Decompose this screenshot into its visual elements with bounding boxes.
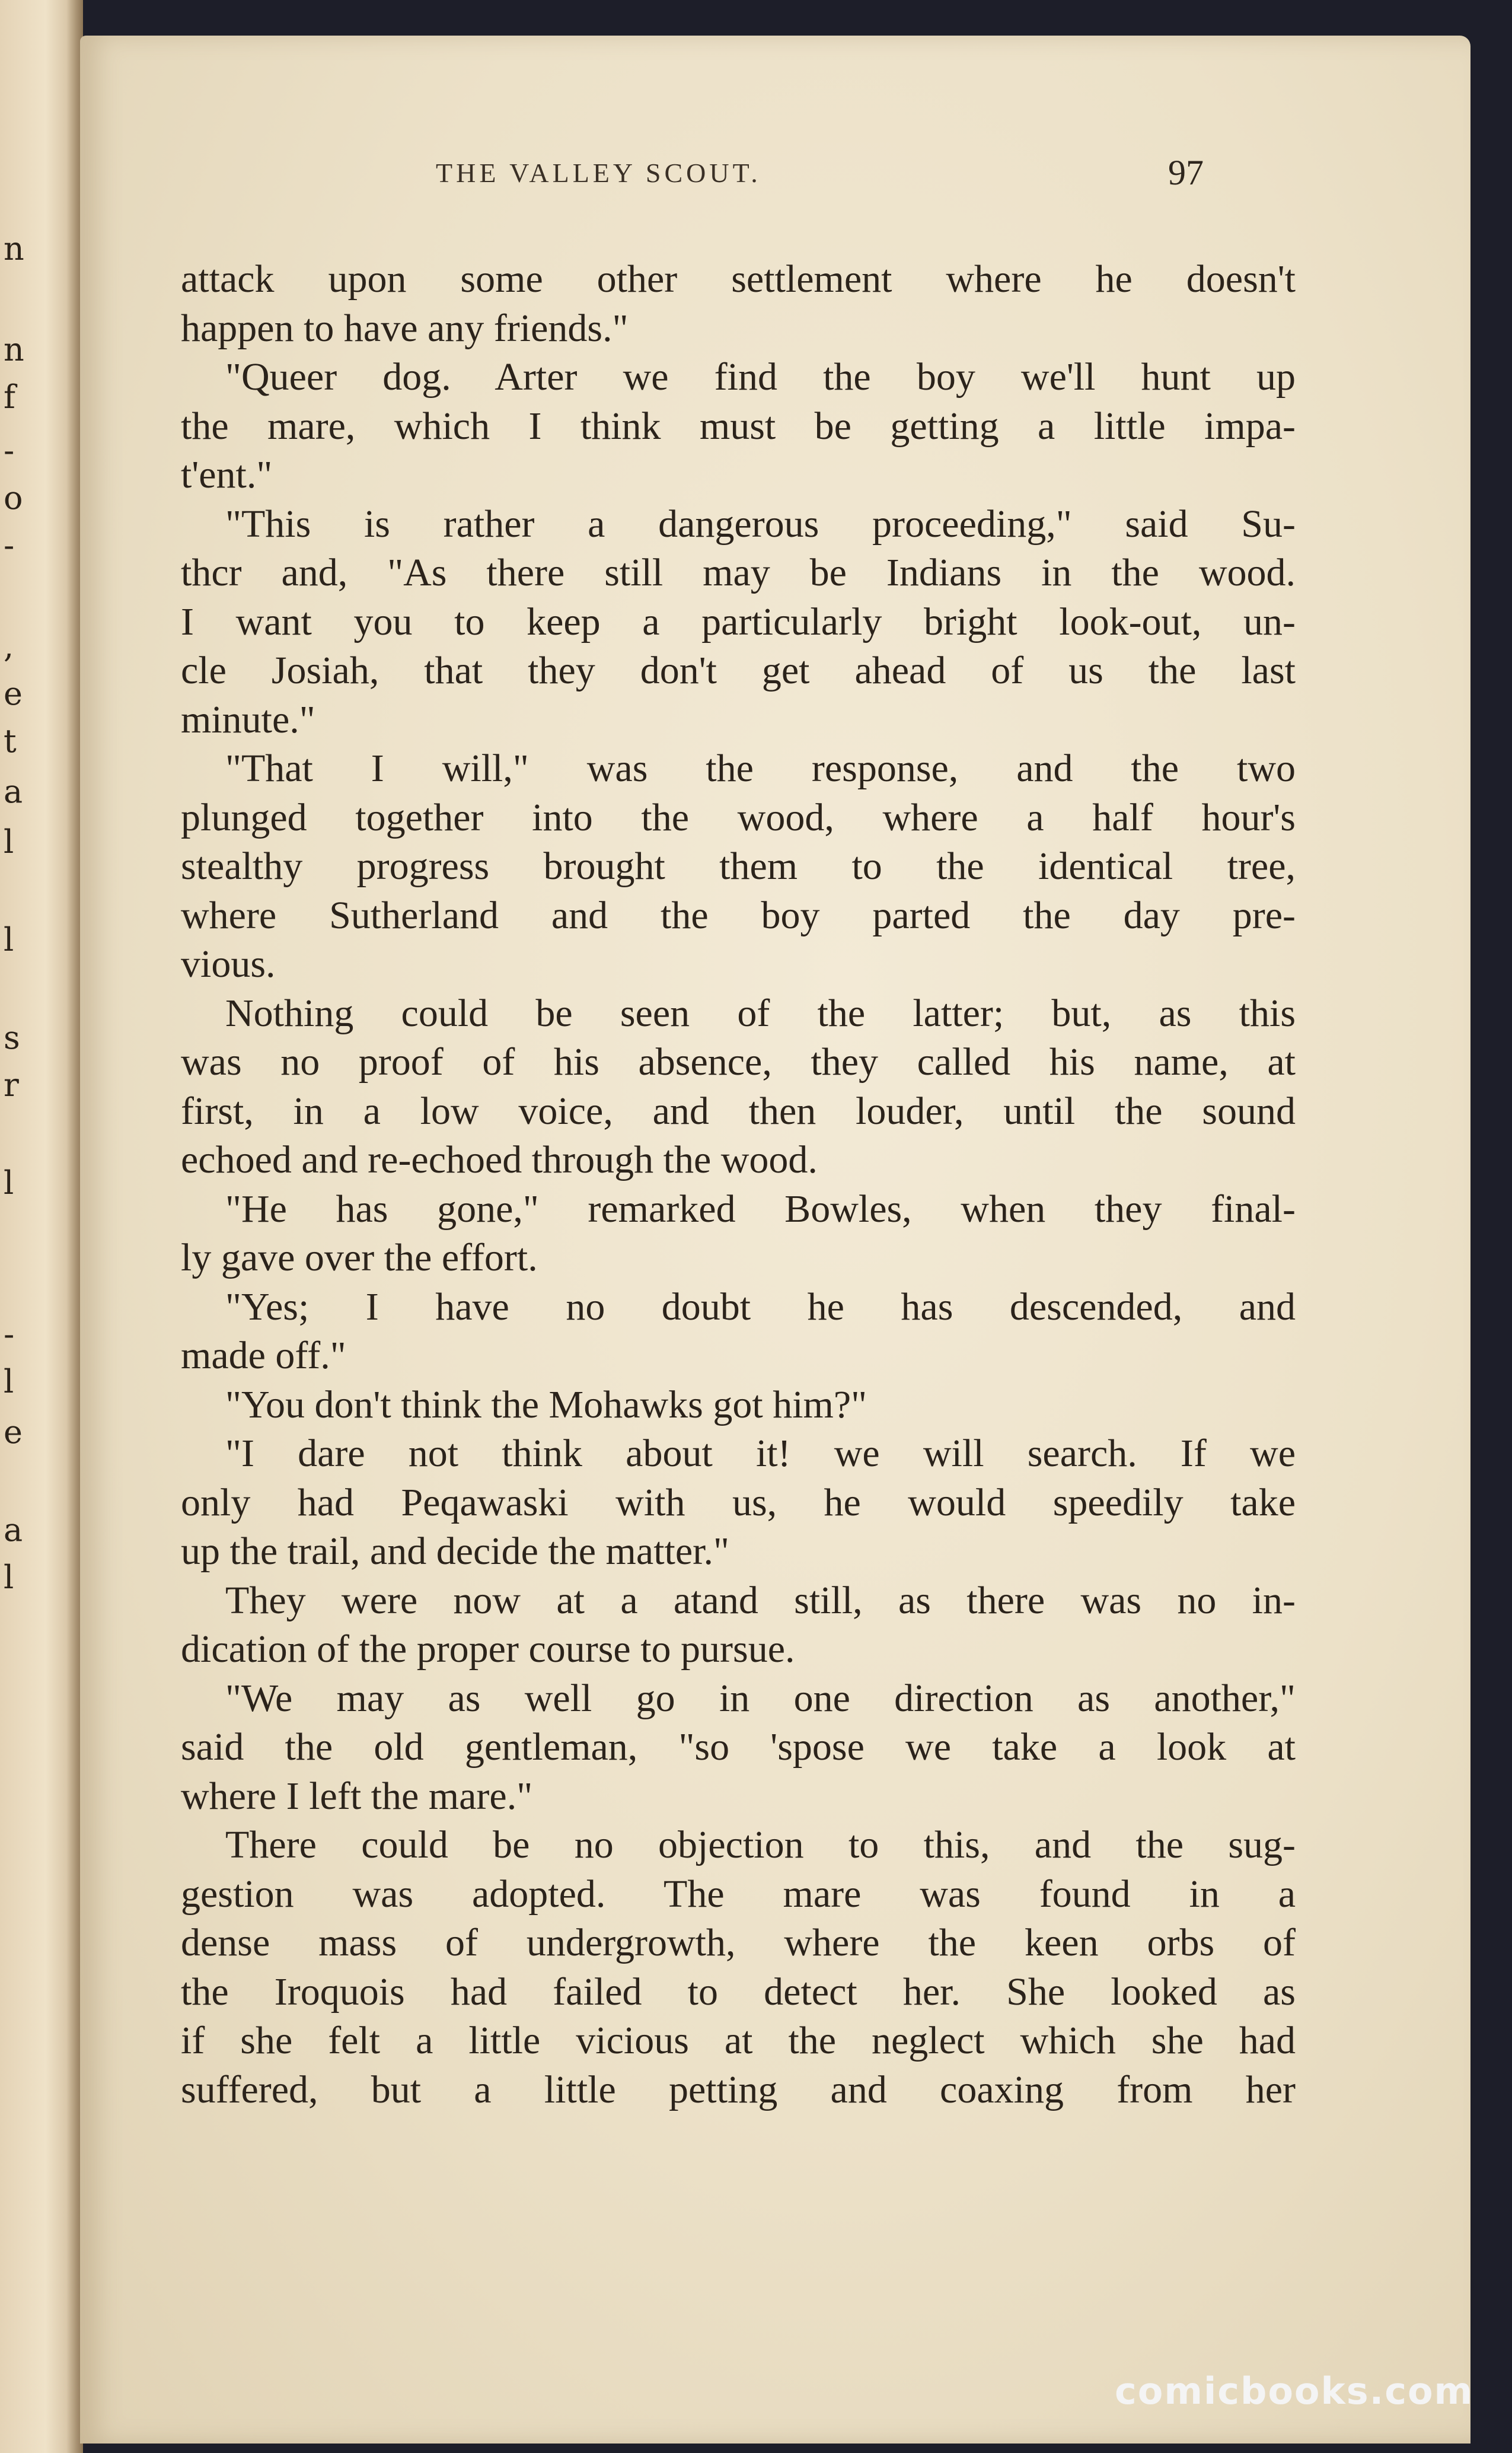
text-line: "We may as well go in one direction as another," [225,1676,1296,1720]
text-line: gestion was adopted. The mare was found in a [181,1872,1296,1916]
margin-fragment: l [4,1363,14,1400]
margin-fragment: e [4,675,23,712]
text-line: They were now at a atand still, as there was no in- [225,1578,1296,1622]
text-line: attack upon some other settlement where he doesn't [181,257,1296,301]
margin-fragment: n [4,230,24,267]
text-line: said the old gentleman, "so 'spose we take a look at [181,1725,1296,1769]
text-line: Nothing could be seen of the latter; but, as this [225,991,1296,1035]
facing-page-edge [0,0,83,2453]
text-line: up the trail, and decide the matter." [181,1530,729,1573]
text-line: stealthy progress brought them to the identical tree, [181,845,1296,888]
text-line: thcr and, "As there still may be Indians in the wood. [181,551,1296,594]
text-line: "Yes; I have no doubt he has descended, and [225,1285,1296,1329]
text-line: if she felt a little vicious at the neglect which she had [181,2019,1296,2062]
text-line: I want you to keep a particularly bright look-out, un- [181,600,1296,643]
page-header [80,153,1470,205]
text-line: first, in a low voice, and then louder, until the sound [181,1089,1296,1133]
margin-fragment: - [4,432,15,469]
text-line: There could be no objection to this, and the sug- [225,1823,1296,1866]
text-line: "I dare not think about it! we will search. If we [225,1432,1296,1475]
book-page [80,36,1470,2444]
text-line: made off." [181,1334,346,1377]
margin-fragment: f [4,378,15,416]
margin-fragment: t [4,722,17,760]
text-line: plunged together into the wood, where a half hour's [181,795,1296,839]
text-line: vious. [181,942,276,986]
margin-fragment: l [4,921,14,958]
text-line: only had Peqawaski with us, he would speedily take [181,1480,1296,1524]
margin-fragment: a [4,773,23,810]
text-line: the Iroquois had failed to detect her. She looked as [181,1970,1296,2014]
text-line: the mare, which I think must be getting a little impa- [181,404,1296,448]
margin-fragment: l [4,823,14,861]
text-line: where I left the mare." [181,1774,533,1818]
margin-fragment: s [4,1019,20,1056]
text-line: "You don't think the Mohawks got him?" [225,1382,867,1426]
text-line: suffered, but a little petting and coaxing from her [181,2067,1296,2111]
running-head: THE VALLEY SCOUT. [436,158,761,188]
text-line: cle Josiah, that they don't get ahead of us the last [181,649,1296,692]
margin-fragment: - [4,527,15,564]
text-line: ly gave over the effort. [181,1236,538,1279]
margin-fragment: l [4,1559,14,1596]
text-line: "Queer dog. Arter we find the boy we'll hunt up [225,355,1296,399]
text-line: happen to have any friends." [181,306,629,350]
text-line: "This is rather a dangerous proceeding," said Su- [225,502,1296,546]
text-line: "That I will," was the response, and the two [225,747,1296,790]
margin-fragment: n [4,331,24,368]
margin-fragment: r [4,1066,19,1104]
margin-fragment: a [4,1511,23,1549]
text-line: was no proof of his absence, they called his name, at [181,1040,1296,1084]
margin-fragment: , [4,627,14,665]
margin-fragment: o [4,479,23,517]
body-text [181,255,1296,2114]
text-line: dense mass of undergrowth, where the keen orbs of [181,1921,1296,1964]
text-line: minute." [181,697,315,741]
margin-fragment: - [4,1315,15,1353]
text-line: t'ent." [181,453,273,496]
margin-fragment: l [4,1164,14,1202]
text-line: where Sutherland and the boy parted the day pre- [181,893,1296,937]
text-line: echoed and re-echoed through the wood. [181,1138,818,1181]
text-line: "He has gone," remarked Bowles, when they final- [225,1187,1296,1231]
watermark: comicbooks.com [1115,2369,1474,2413]
page-number: 97 [1168,153,1204,192]
margin-fragment: e [4,1413,23,1451]
text-line: dication of the proper course to pursue. [181,1627,795,1671]
